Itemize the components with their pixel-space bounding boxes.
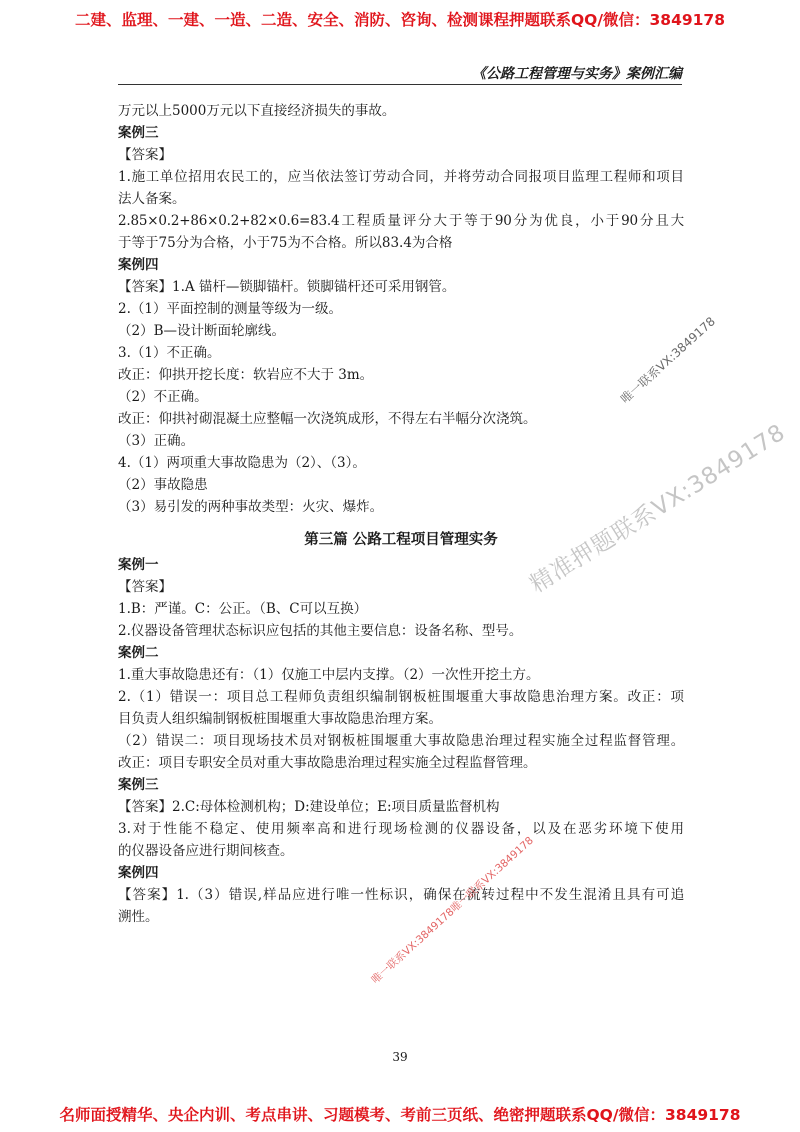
body-line: 3.对于性能不稳定、使用频率高和进行现场检测的仪器设备，以及在恶劣环境下使用 <box>118 821 684 837</box>
body-line: （2）事故隐患 <box>118 477 208 493</box>
bottom-promo-banner: 名师面授精华、央企内训、考点串讲、习题模考、考前三页纸、绝密押题联系QQ/微信：3849178 <box>59 1106 741 1124</box>
header-divider <box>118 84 682 85</box>
page-number: 39 <box>392 1050 408 1064</box>
body-line: 1.重大事故隐患还有：（1）仅施工中层内支撑。（2）一次性开挖土方。 <box>118 667 540 683</box>
running-header-title: 《公路工程管理与实务》案例汇编 <box>472 66 682 82</box>
body-line: 2.仪器设备管理状态标识应包括的其他主要信息：设备名称、型号。 <box>118 623 523 639</box>
watermark-large: 精准押题联系VX:3849178 <box>525 419 791 599</box>
body-line: 【答案】1.（3）错误,样品应进行唯一性标识，确保在流转过程中不发生混淆且具有可追 <box>118 887 684 903</box>
body-line: 改正：仰拱开挖长度：软岩应不大于 3m。 <box>118 367 374 383</box>
body-line: 【答案】1.A 锚杆—锁脚锚杆。锁脚锚杆还可采用钢管。 <box>118 279 456 295</box>
top-promo-banner: 二建、监理、一建、一造、二造、安全、消防、咨询、检测课程押题联系QQ/微信：3849178 <box>74 11 725 29</box>
case-heading: 案例一 <box>118 557 159 573</box>
body-line: （3）正确。 <box>118 433 195 449</box>
answer-label: 【答案】 <box>118 579 172 595</box>
body-line: 【答案】2.C:母体检测机构；D:建设单位；E:项目质量监督机构 <box>118 799 500 815</box>
case-heading: 案例三 <box>118 125 159 141</box>
body-line: 万元以上5000万元以下直接经济损失的事故。 <box>118 103 396 119</box>
case-heading: 案例三 <box>118 777 159 793</box>
body-line: 的仪器设备应进行期间核查。 <box>118 843 294 859</box>
body-line: 2.（1）平面控制的测量等级为一级。 <box>118 301 342 317</box>
body-line: 于等于75分为合格，小于75为不合格。所以83.4为合格 <box>118 235 453 251</box>
body-line: （2）不正确。 <box>118 389 208 405</box>
body-line: （2）B—设计断面轮廓线。 <box>118 323 286 339</box>
case-heading: 案例四 <box>118 865 159 881</box>
body-line: 2.85×0.2+86×0.2+82×0.6=83.4工程质量评分大于等于90分为优良，小于90分且大 <box>118 213 684 229</box>
chapter-title: 第三篇 公路工程项目管理实务 <box>304 532 498 548</box>
body-line: 2.（1）错误一：项目总工程师负责组织编制钢板桩围堰重大事故隐患治理方案。改正：项 <box>118 689 684 705</box>
body-line: 法人备案。 <box>118 191 186 207</box>
case-heading: 案例二 <box>118 645 159 661</box>
body-line: 4.（1）两项重大事故隐患为（2）、（3）。 <box>118 455 366 471</box>
body-line: （3）易引发的两种事故类型：火灾、爆炸。 <box>118 499 384 515</box>
watermark-small: 唯一联系VX:3849178 <box>617 314 718 407</box>
answer-label: 【答案】 <box>118 147 172 163</box>
body-line: 1.施工单位招用农民工的，应当依法签订劳动合同，并将劳动合同报项目监理工程师和项目 <box>118 169 684 185</box>
watermark-red: 唯一联系VX:3849178唯一联系VX:3849178 <box>369 834 536 987</box>
page-body <box>118 100 684 928</box>
body-line: （2）错误二：项目现场技术员对钢板桩围堰重大事故隐患治理过程实施全过程监督管理。 <box>118 733 684 749</box>
body-line: 1.B：严谨。C：公正。（B、C可以互换） <box>118 601 368 617</box>
body-line: 改正：仰拱衬砌混凝土应整幅一次浇筑成形，不得左右半幅分次浇筑。 <box>118 411 537 427</box>
body-line: 改正：项目专职安全员对重大事故隐患治理过程实施全过程监督管理。 <box>118 755 537 771</box>
case-heading: 案例四 <box>118 257 159 273</box>
body-line: 目负责人组织编制钢板桩围堰重大事故隐患治理方案。 <box>118 711 442 727</box>
body-line: 3.（1）不正确。 <box>118 345 221 361</box>
body-line: 溯性。 <box>118 909 159 925</box>
